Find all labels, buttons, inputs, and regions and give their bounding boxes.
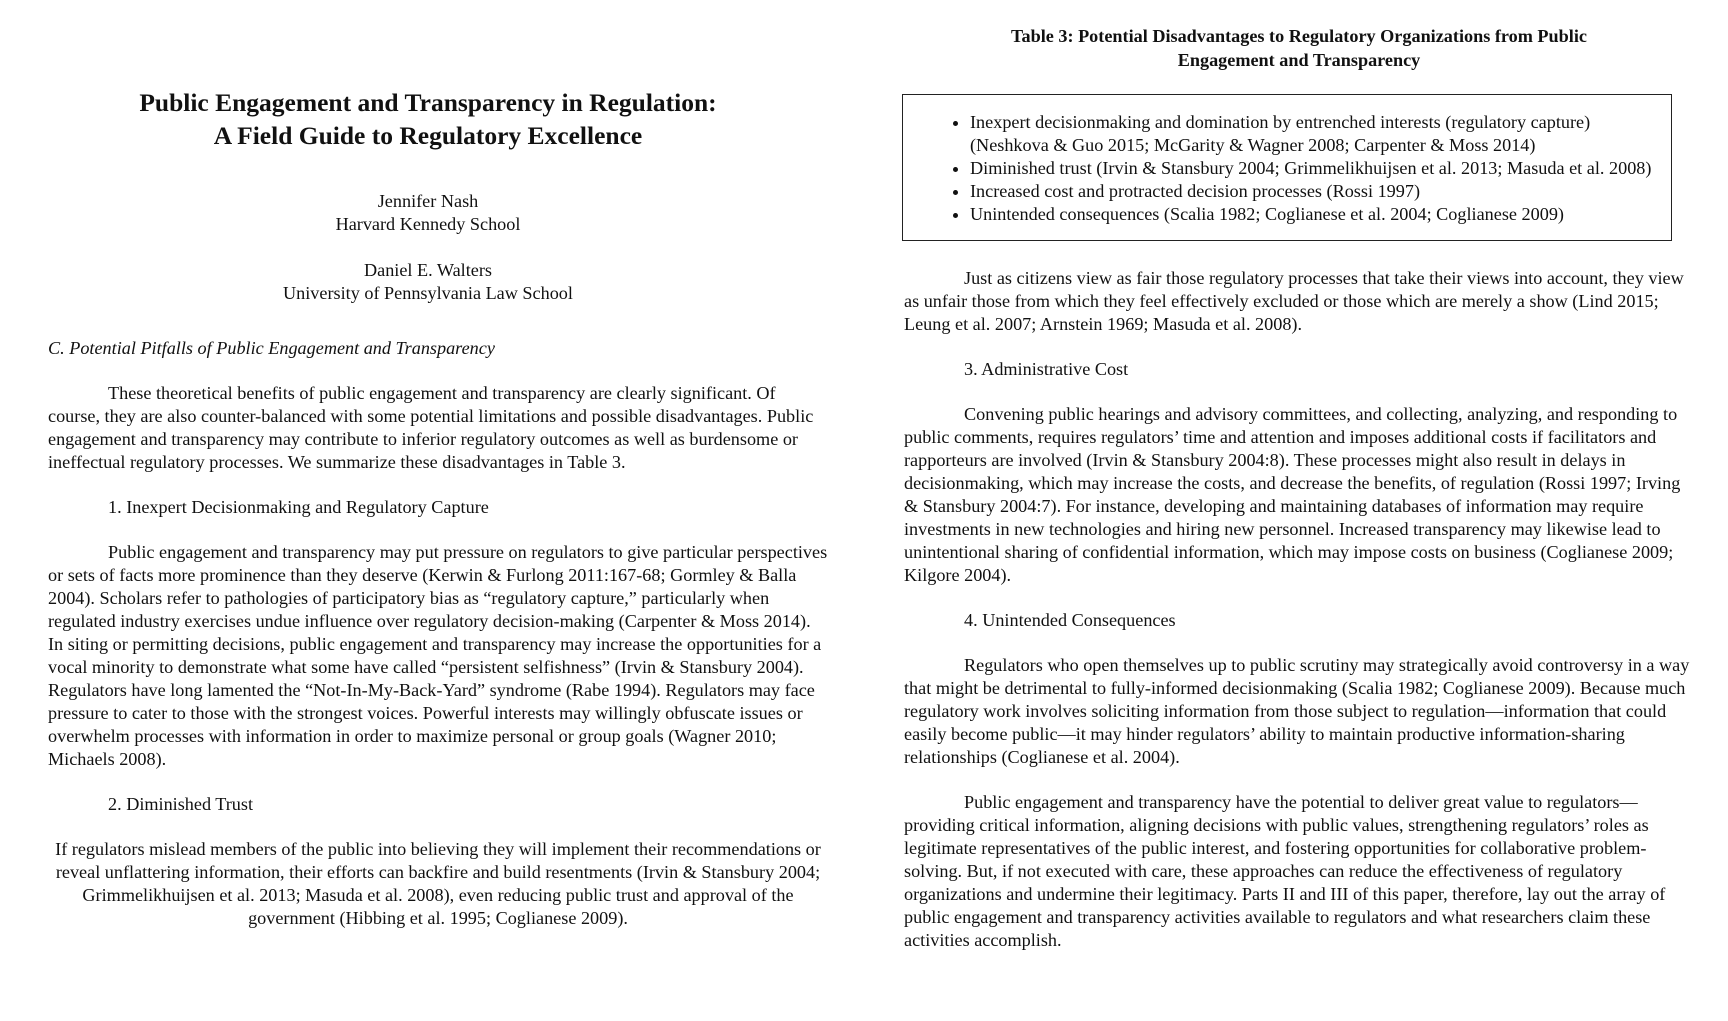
section-heading: C. Potential Pitfalls of Public Engagement and Transparency [48, 338, 495, 358]
paragraph-trust-continued: Just as citizens view as fair those regulatory processes that take their views into account, they view as unfair those from which they feel effectively excluded or those which are merely a show (Lind 2015; Leung et al. 2007; Arnstein 1969; Masuda et al. 2008). [904, 268, 1684, 334]
table-caption [904, 24, 1694, 72]
subsection-heading-1: 1. Inexpert Decisionmaking and Regulatory Capture [108, 497, 489, 517]
table-caption-line-2: Engagement and Transparency [1177, 50, 1421, 70]
table-3-list [941, 111, 1661, 226]
author-list [48, 190, 808, 305]
author-2 [48, 259, 808, 305]
paragraph-administrative-cost: Convening public hearings and advisory committees, and collecting, analyzing, and responding to public comments, requires regulators’ time and attention and imposes additional costs if facilitators and rapporteurs are involved (Irvin & Stansbury 2004:8). These processes might also result in delays in decisionmaking, which may increase the costs, and decrease the benefits, of regulation (Rossi 1997; Irving & Stansbury 2004:7). For instance, developing and maintaining databases of information may require investments in new technologies and hiring new personnel. Increased transparency may likewise lead to unintentional sharing of confidential information, which may impose costs on business (Coglianese 2009; Kilgore 2004). [904, 404, 1681, 585]
table-item: • Diminished trust (Irvin & Stansbury 2004; Grimmelikhuijsen et al. 2013; Masuda et al. 2008) [970, 157, 1661, 180]
paragraph-regulatory-capture: Public engagement and transparency may put pressure on regulators to give particular perspectives or sets of facts more prominence than they deserve (Kerwin & Furlong 2011:167-68; Gormley & Balla 2004). Scholars refer to pathologies of participatory bias as “regulatory capture,” particularly when regulated industry exercises undue influence over regulatory decision-making (Carpenter & Moss 2014). In siting or permitting decisions, public engagement and transparency may increase the opportunities for a vocal minority to demonstrate what some have called “persistent selfishness” (Irvin & Stansbury 2004). Regulators have long lamented the “Not-In-My-Back-Yard” syndrome (Rabe 1994). Regulators may face pressure to cater to those with the strongest voices. Powerful interests may willingly obfuscate issues or overwhelm processes with information in order to maximize personal or group goals (Wagner 2010; Michaels 2008). [48, 542, 828, 769]
paragraph-conclusion: Public engagement and transparency have the potential to deliver great value to regulators—providing critical information, aligning decisions with public values, strengthening regulators’ roles as legitimate representatives of the public interest, and fostering opportunities for collaborative problem-solving. But, if not executed with care, these approaches can reduce the effectiveness of regulatory organizations and undermine their legitimacy. Parts II and III of this paper, therefore, lay out the array of public engagement and transparency activities available to regulators and what researchers claim these activities accomplish. [904, 792, 1666, 950]
table-item: • Increased cost and protracted decision processes (Rossi 1997) [970, 180, 1661, 203]
subsection-heading-4: 4. Unintended Consequences [964, 610, 1176, 630]
author-name: Daniel E. Walters [364, 260, 492, 280]
left-page [48, 0, 828, 1021]
author-affiliation: Harvard Kennedy School [335, 214, 521, 234]
table-3-box [902, 94, 1672, 241]
author-name: Jennifer Nash [377, 191, 479, 211]
author-affiliation: University of Pennsylvania Law School [283, 283, 573, 303]
paper-title [48, 86, 808, 152]
intro-paragraph: These theoretical benefits of public engagement and transparency are clearly significant. Of course, they are also counter-balanced with some potential limitations and possible disadvantages. Public engagement and transparency may contribute to inferior regulatory outcomes as well as burdensome or ineffectual regulatory processes. We summarize these disadvantages in Table 3. [48, 383, 814, 472]
paper-title-line-1: Public Engagement and Transparency in Regulation: [139, 88, 717, 117]
paper-title-line-2: A Field Guide to Regulatory Excellence [213, 121, 643, 150]
paragraph-diminished-trust: If regulators mislead members of the public into believing they will implement their recommendations or reveal unflattering information, their efforts can backfire and build resentments (Irvin & Stansbury 2004; Grimmelikhuijsen et al. 2013; Masuda et al. 2008), even reducing public trust and approval of the government (Hibbing et al. 1995; Coglianese 2009). [55, 839, 821, 928]
author-1 [48, 190, 808, 236]
subsection-heading-2: 2. Diminished Trust [108, 794, 254, 814]
table-item: • Inexpert decisionmaking and domination by entrenched interests (regulatory capture) (Neshkova & Guo 2015; McGarity & Wagner 2008; Carpenter & Moss 2014) [970, 111, 1661, 157]
table-item: • Unintended consequences (Scalia 1982; Coglianese et al. 2004; Coglianese 2009) [970, 203, 1661, 226]
subsection-heading-3: 3. Administrative Cost [964, 359, 1129, 379]
table-caption-line-1: Table 3: Potential Disadvantages to Regulatory Organizations from Public [1011, 26, 1587, 46]
paragraph-unintended-consequences: Regulators who open themselves up to public scrutiny may strategically avoid controversy in a way that might be detrimental to fully-informed decisionmaking (Scalia 1982; Coglianese 2009). Because much regulatory work involves soliciting information from those subject to regulation—information that could easily become public—it may hinder regulators’ ability to maintain productive information-sharing relationships (Coglianese et al. 2004). [904, 655, 1690, 767]
right-page [904, 0, 1694, 1021]
